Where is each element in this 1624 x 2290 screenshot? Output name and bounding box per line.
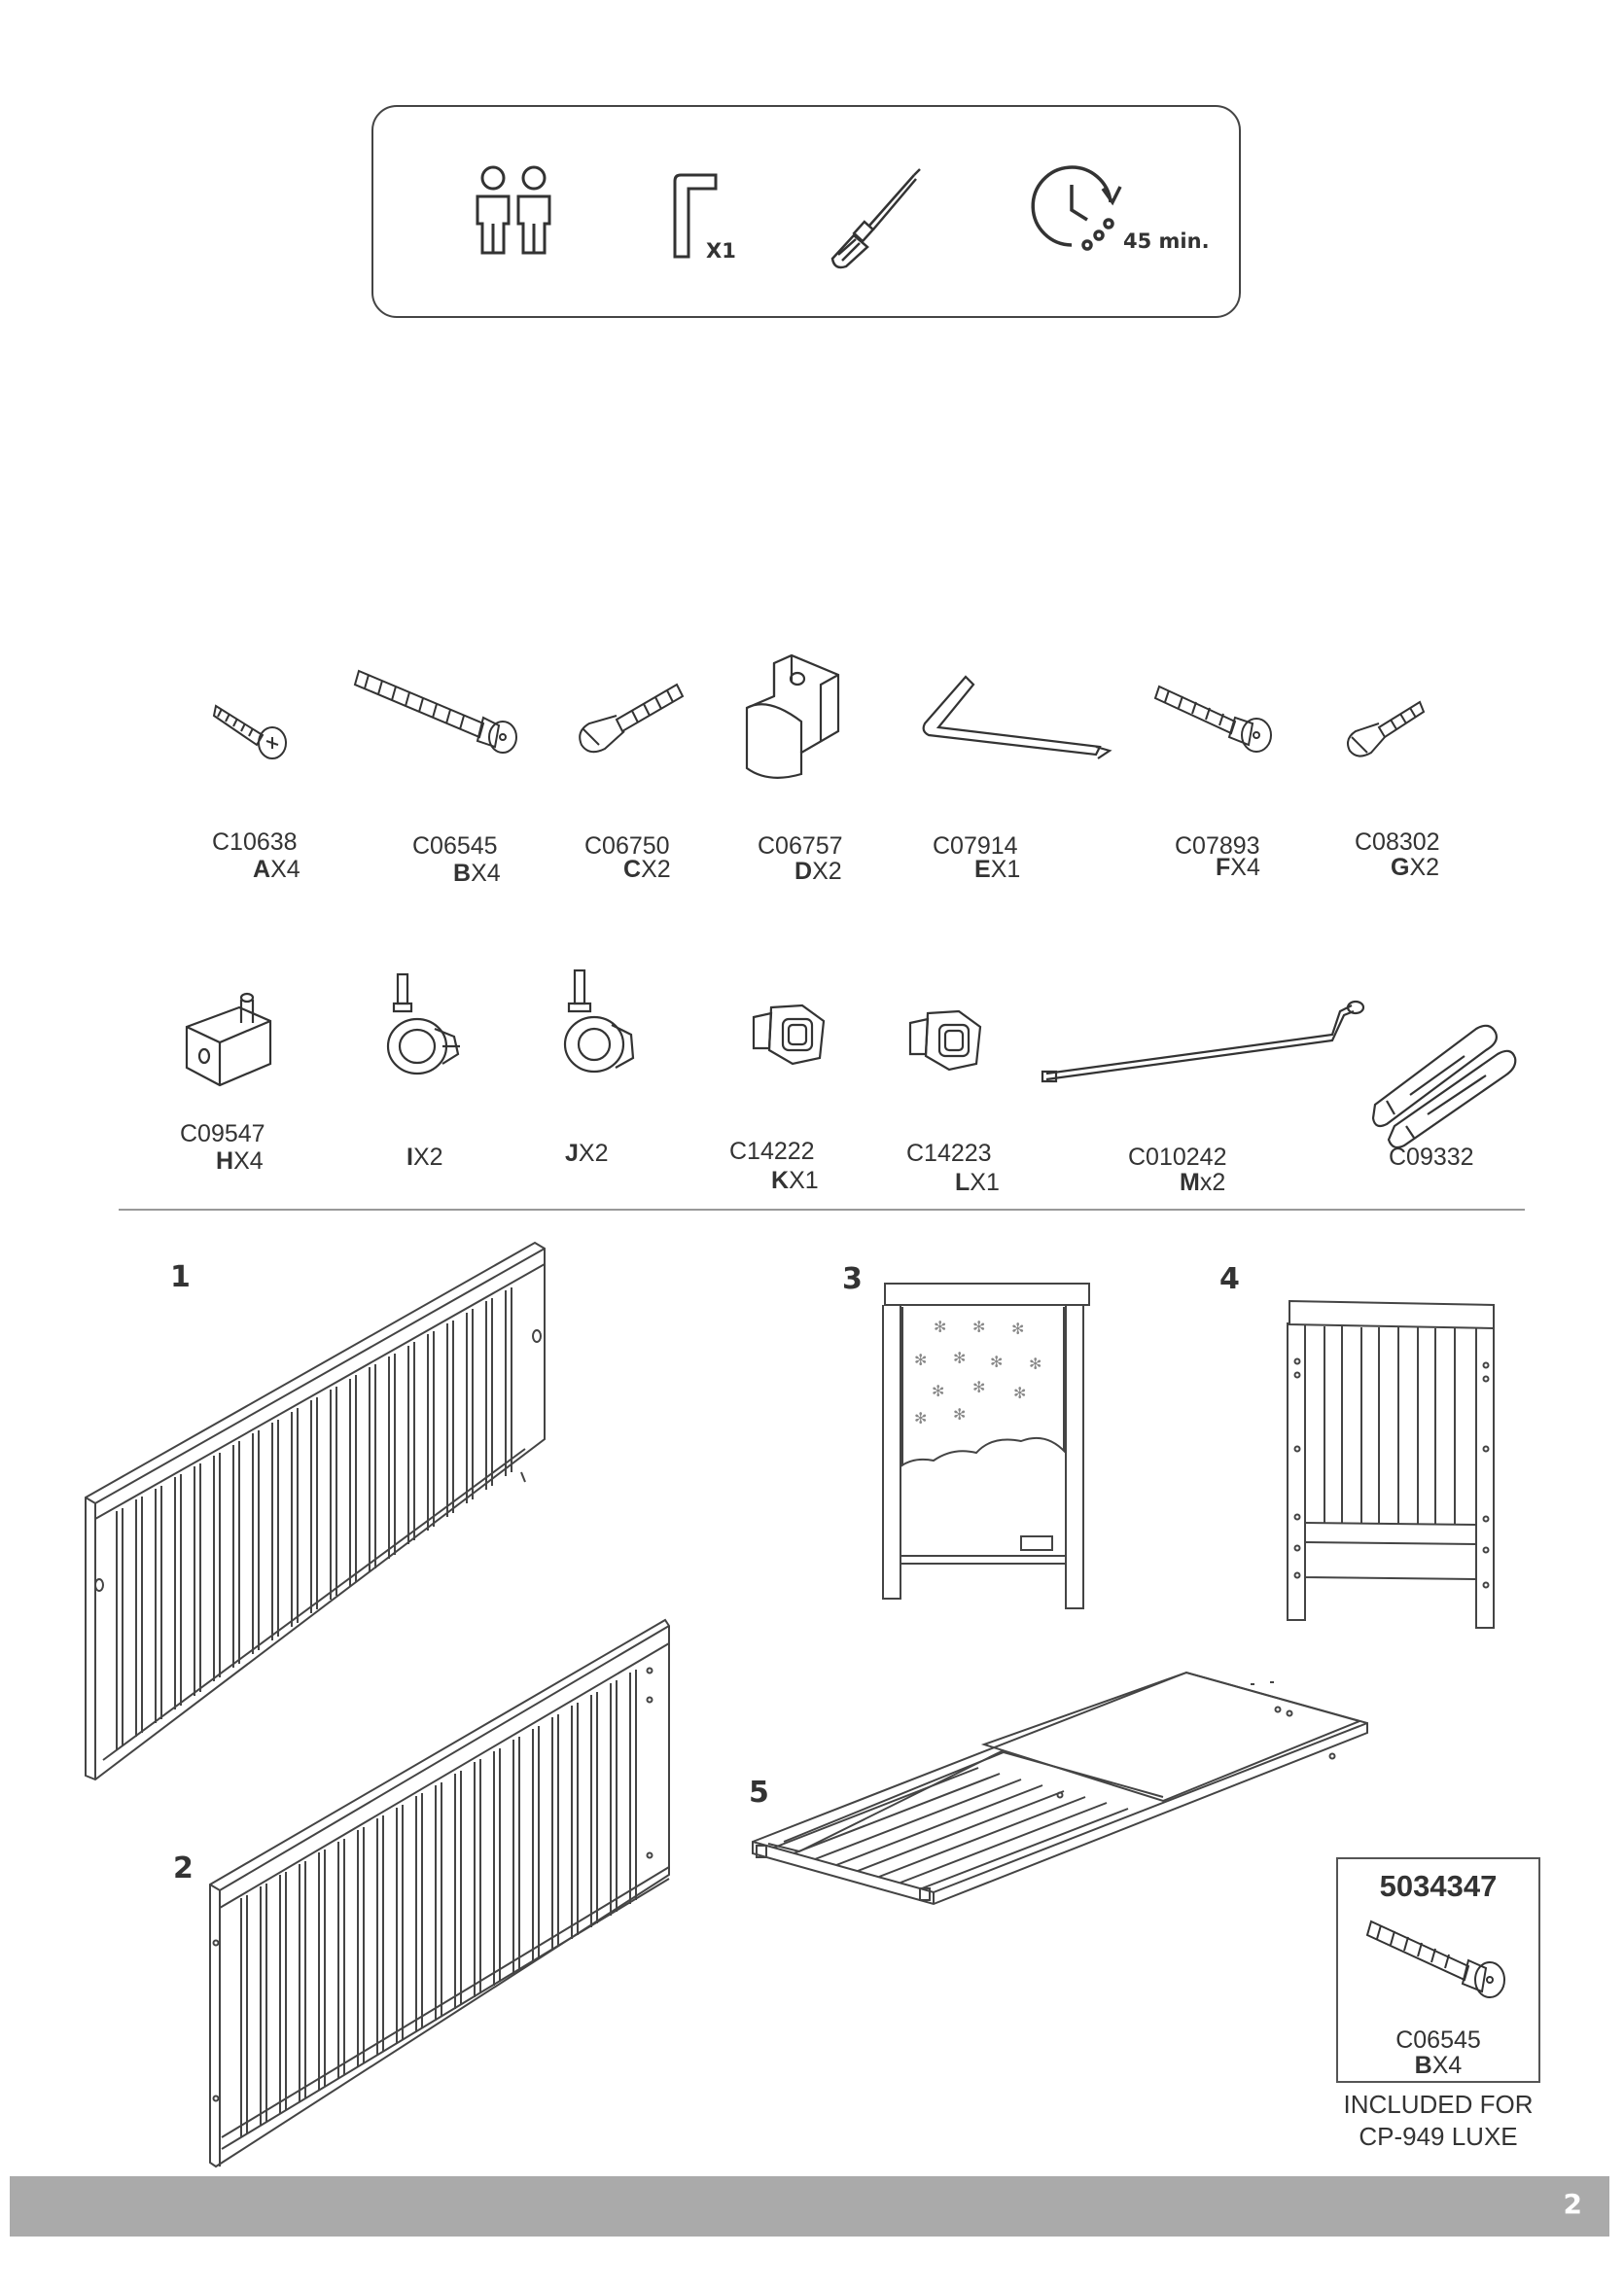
part-c-quantity: CX2 — [623, 856, 671, 883]
panel-number-2: 2 — [173, 1851, 194, 1885]
part-h-code: C09547 — [180, 1120, 265, 1147]
headboard-3-drawing — [875, 1274, 1099, 1614]
screw-a-icon — [212, 698, 290, 758]
part-m-quantity: Mx2 — [1180, 1169, 1226, 1196]
batteries-code: C09332 — [1389, 1144, 1474, 1171]
side-rail-2-drawing — [202, 1612, 679, 2171]
rod-m-icon — [1041, 998, 1371, 1085]
part-j-quantity: JX2 — [565, 1140, 609, 1167]
part-e-quantity: EX1 — [974, 856, 1021, 883]
bolt-b-icon — [355, 663, 525, 760]
bracket-d-icon — [739, 653, 846, 782]
caster-i-icon — [384, 970, 472, 1077]
page-number: 2 — [1563, 2188, 1582, 2220]
svg-text:✻: ✻ — [914, 1351, 928, 1369]
bracket-h-icon — [181, 980, 278, 1087]
part-m-code: C010242 — [1128, 1144, 1227, 1171]
allen-key-e-icon — [919, 671, 1118, 763]
part-a-code: C10638 — [212, 828, 298, 856]
part-a-quantity: AX4 — [253, 856, 300, 883]
svg-text:✻: ✻ — [972, 1318, 986, 1336]
joint-l-icon — [906, 1005, 984, 1074]
svg-text:✻: ✻ — [1013, 1384, 1027, 1402]
svg-text:✻: ✻ — [914, 1409, 928, 1427]
screw-c-icon — [570, 681, 687, 763]
part-d-code: C06757 — [758, 832, 843, 860]
extra-parts-title: 5034347 — [1379, 1869, 1498, 1903]
extra-note-line-2: CP-949 LUXE — [1359, 2122, 1518, 2151]
screw-g-icon — [1338, 698, 1426, 764]
clock-icon — [1023, 159, 1140, 257]
svg-text:✻: ✻ — [934, 1318, 947, 1336]
part-k-code: C14222 — [729, 1138, 815, 1165]
assembly-time: 45 min. — [1123, 229, 1210, 253]
part-c-code: C06750 — [584, 832, 670, 860]
extra-parts-note — [1307, 2089, 1570, 2153]
svg-text:✻: ✻ — [990, 1353, 1004, 1371]
svg-text:✻: ✻ — [953, 1405, 967, 1424]
part-f-quantity: FX4 — [1216, 854, 1260, 881]
part-i-quantity: IX2 — [406, 1144, 443, 1171]
part-b-quantity: BX4 — [453, 860, 501, 887]
part-k-quantity: KX1 — [771, 1167, 819, 1194]
svg-text:✻: ✻ — [953, 1349, 967, 1367]
extra-part-code: C06545 — [1395, 2026, 1481, 2054]
bolt-f-icon — [1155, 677, 1291, 759]
footboard-4-drawing — [1282, 1293, 1505, 1634]
extra-note-line-1: INCLUDED FOR — [1343, 2090, 1534, 2119]
footer-bar — [10, 2176, 1609, 2237]
panel-number-3: 3 — [842, 1262, 863, 1296]
panel-number-5: 5 — [749, 1776, 769, 1810]
extra-bolt-icon — [1367, 1914, 1523, 2011]
part-d-quantity: DX2 — [794, 858, 842, 885]
panel-number-4: 4 — [1219, 1262, 1240, 1296]
part-b-code: C06545 — [412, 832, 498, 860]
allen-key-quantity: X1 — [706, 239, 736, 263]
bed-base-5-drawing — [745, 1661, 1377, 1918]
svg-text:✻: ✻ — [1011, 1320, 1025, 1338]
joint-k-icon — [750, 1000, 828, 1068]
extra-part-quantity: BX4 — [1414, 2052, 1463, 2079]
svg-text:✻: ✻ — [972, 1378, 986, 1396]
section-divider — [119, 1209, 1525, 1211]
caster-j-icon — [559, 967, 647, 1074]
part-l-code: C14223 — [906, 1140, 992, 1167]
svg-text:✻: ✻ — [932, 1382, 945, 1400]
part-l-quantity: LX1 — [955, 1169, 1000, 1196]
panel-number-1: 1 — [170, 1260, 191, 1294]
two-persons-icon — [473, 163, 560, 261]
screwdriver-icon — [825, 165, 932, 267]
part-e-code: C07914 — [933, 832, 1018, 860]
part-g-code: C08302 — [1355, 828, 1440, 856]
svg-text:✻: ✻ — [1029, 1355, 1042, 1373]
part-g-quantity: GX2 — [1391, 854, 1440, 881]
part-f-code: C07893 — [1175, 832, 1260, 860]
batteries-icon — [1371, 1007, 1517, 1144]
part-h-quantity: HX4 — [216, 1147, 264, 1175]
extra-parts-box — [1336, 1857, 1540, 2083]
